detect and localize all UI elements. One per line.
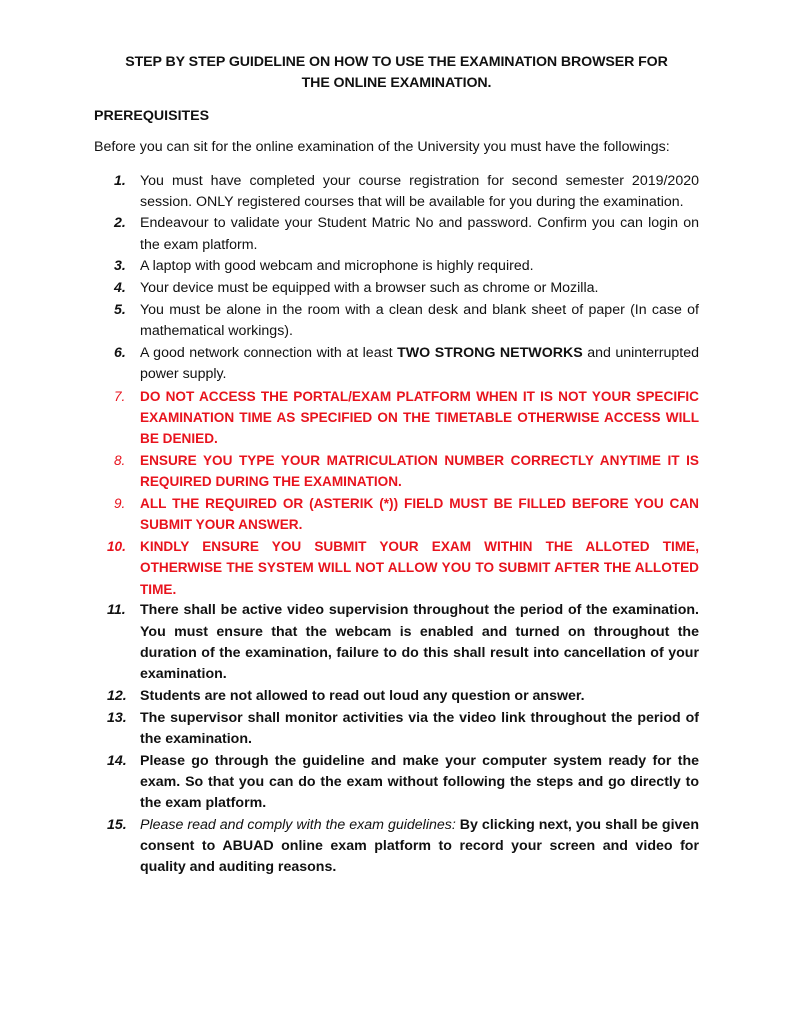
list-item	[94, 815, 699, 879]
list-item	[94, 300, 699, 343]
item-number: 11.	[107, 602, 126, 619]
item-text-emphasis: By clicking next, you shall be given consent to ABUAD online exam platform to record your screen and video for quality and auditing reasons.	[140, 816, 699, 876]
item-number: 2.	[114, 215, 126, 232]
item-number: 3.	[114, 258, 126, 275]
item-number: 8.	[114, 453, 126, 469]
item-number: 6.	[114, 344, 126, 361]
list-item	[94, 708, 699, 751]
item-text: and uninterrupted power supply.	[140, 344, 699, 383]
item-number: 5.	[114, 301, 126, 318]
item-number: 7.	[114, 388, 126, 404]
item-text: Please go through the guideline and make your computer system ready for the exam. So that you can do the exam without following the steps and go directly to the exam platform.	[140, 752, 699, 812]
item-number: 9.	[114, 496, 126, 512]
item-text: DO NOT ACCESS THE PORTAL/EXAM PLATFORM WHEN IT IS NOT YOUR SPECIFIC EXAMINATION TIME AS SPECIFIED ON THE TIMETABLE OTHERWISE ACCESS WILL BE DENIED.	[140, 388, 699, 447]
warning-item	[94, 493, 699, 536]
list-item	[94, 686, 699, 707]
list-item	[94, 171, 699, 214]
document-page	[94, 52, 699, 879]
item-number: 10.	[107, 539, 126, 555]
prerequisites-list	[94, 171, 699, 879]
item-number: 15.	[107, 816, 127, 833]
item-text: A laptop with good webcam and microphone is highly required.	[140, 258, 534, 275]
item-text: ENSURE YOU TYPE YOUR MATRICULATION NUMBER CORRECTLY ANYTIME IT IS REQUIRED DURING THE EXAMINATION.	[140, 453, 699, 490]
item-text: Your device must be equipped with a browser such as chrome or Mozilla.	[140, 280, 599, 297]
list-item	[94, 256, 699, 277]
warning-item	[94, 450, 699, 493]
item-text: The supervisor shall monitor activities via the video link throughout the period of the examination.	[140, 709, 699, 747]
item-text-italic: Please read and comply with the exam guidelines:	[140, 816, 456, 833]
item-number: 1.	[114, 172, 126, 189]
item-text: A good network connection with at least	[140, 344, 398, 361]
warning-item	[94, 536, 699, 600]
warning-item	[94, 386, 699, 450]
list-item	[94, 213, 699, 256]
item-number: 14.	[107, 752, 127, 769]
item-text: Endeavour to validate your Student Matric No and password. Confirm you can login on the exam platform.	[140, 215, 699, 253]
list-item	[94, 278, 699, 299]
document-title	[94, 52, 699, 94]
title-line-1: STEP BY STEP GUIDELINE ON HOW TO USE THE EXAMINATION BROWSER FOR	[125, 54, 668, 70]
list-item	[94, 343, 699, 386]
item-text: KINDLY ENSURE YOU SUBMIT YOUR EXAM WITHIN THE ALLOTED TIME, OTHERWISE THE SYSTEM WILL NOT ALLOW YOU TO SUBMIT AFTER THE ALLOTED TIME.	[140, 539, 699, 597]
item-text-emphasis: TWO STRONG NETWORKS	[397, 344, 583, 361]
section-heading: PREREQUISITES	[94, 108, 210, 124]
item-text: ALL THE REQUIRED OR (ASTERIK (*)) FIELD MUST BE FILLED BEFORE YOU CAN SUBMIT YOUR ANSWER.	[140, 496, 699, 533]
item-text: There shall be active video supervision throughout the period of the examination. You must ensure that the webcam is enabled and turned on throughout the duration of the examination, failure to do this shall result into cancellation of your examination.	[140, 602, 699, 683]
item-text: You must have completed your course registration for second semester 2019/2020 session. ONLY registered courses that will be available for you during the examination.	[140, 172, 699, 210]
intro-paragraph: Before you can sit for the online examination of the University you must have the followings:	[94, 139, 670, 155]
item-text: Students are not allowed to read out loud any question or answer.	[140, 687, 585, 704]
list-item	[94, 600, 699, 685]
item-number: 12.	[107, 687, 127, 704]
list-item	[94, 751, 699, 815]
title-line-2: THE ONLINE EXAMINATION.	[301, 75, 492, 91]
item-number: 13.	[107, 709, 127, 726]
item-text: You must be alone in the room with a clean desk and blank sheet of paper (In case of mathematical workings).	[140, 301, 699, 340]
item-number: 4.	[114, 280, 126, 297]
